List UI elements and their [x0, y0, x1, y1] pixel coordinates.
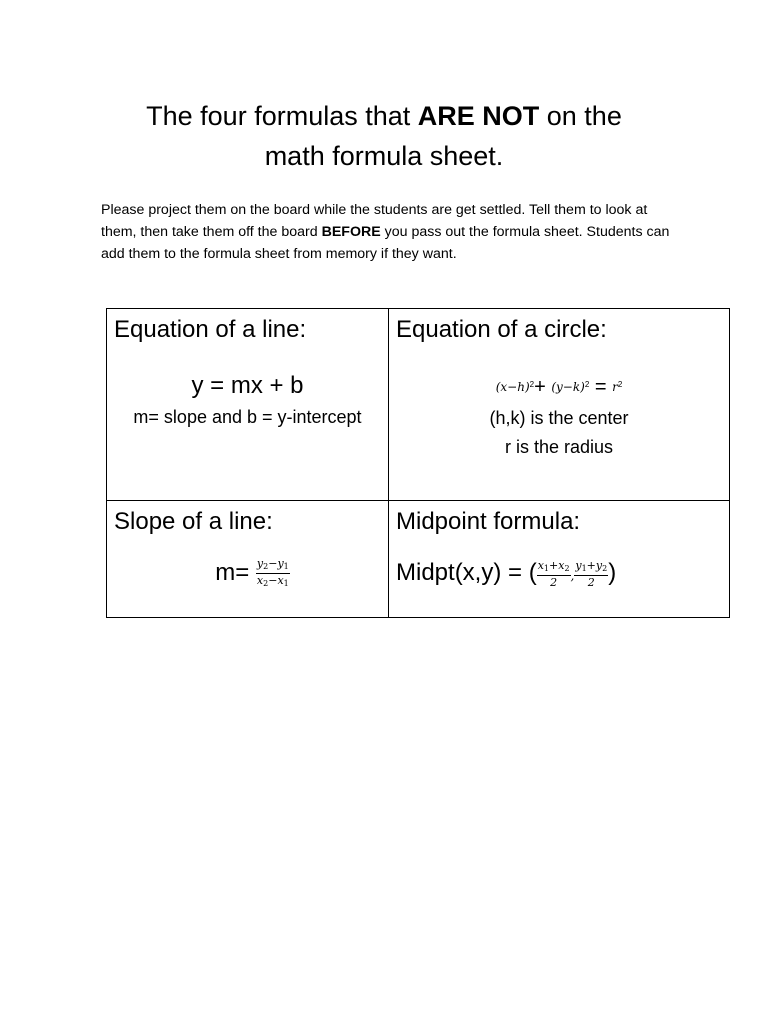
circle-radius-note: r is the radius [504, 437, 614, 457]
line-equation-cell [107, 309, 389, 501]
midpoint-cell [389, 501, 730, 618]
title-line-1: The four formulas that ARE NOT on the [146, 101, 622, 131]
title-emphasis: ARE NOT [417, 101, 540, 131]
slope-cell [107, 501, 389, 618]
slope-fraction: $\frac{y_2-y_1}{x_2-x_1}$ [256, 557, 289, 589]
midpoint-x-fraction: $\frac{x_1+x_2}{2}$ [537, 558, 570, 589]
circle-equation-cell [389, 309, 730, 501]
line-equation-heading: Equation of a line: [114, 316, 307, 343]
formula-table [106, 308, 730, 618]
circle-center-note: (h,k) is the center [489, 408, 629, 428]
circle-equation-heading: Equation of a circle: [396, 316, 607, 343]
title-line-2: math formula sheet. [264, 141, 504, 171]
slope-formula: m= $\frac{y_2-y_1}{x_2-x_1}$ [215, 557, 289, 589]
page-title [0, 96, 768, 176]
instructions-emphasis: BEFORE [321, 224, 381, 240]
midpoint-heading: Midpoint formula: [396, 508, 581, 535]
midpoint-y-fraction: $\frac{y_1+y_2}{2}$ [575, 558, 608, 589]
midpoint-formula: Midpt(x,y) = ( $\frac{x_1+x_2}{2}$ , $\frac{y_1+y_2}{2}$ ) [396, 558, 617, 589]
line-equation-note: m= slope and b = y-intercept [133, 407, 362, 427]
line-equation: y = mx + b [191, 372, 304, 399]
circle-equation: $(x-h)^2+ (y-k)^2 = r^2$ [495, 376, 623, 398]
slope-heading: Slope of a line: [114, 508, 273, 535]
instructions-paragraph: Please project them on the board while the students are get settled. Tell them to look at them, then take them off the board BEFORE you pass out the formula sheet. Students can add them to the formula sheet from memory if they want. [101, 202, 670, 262]
